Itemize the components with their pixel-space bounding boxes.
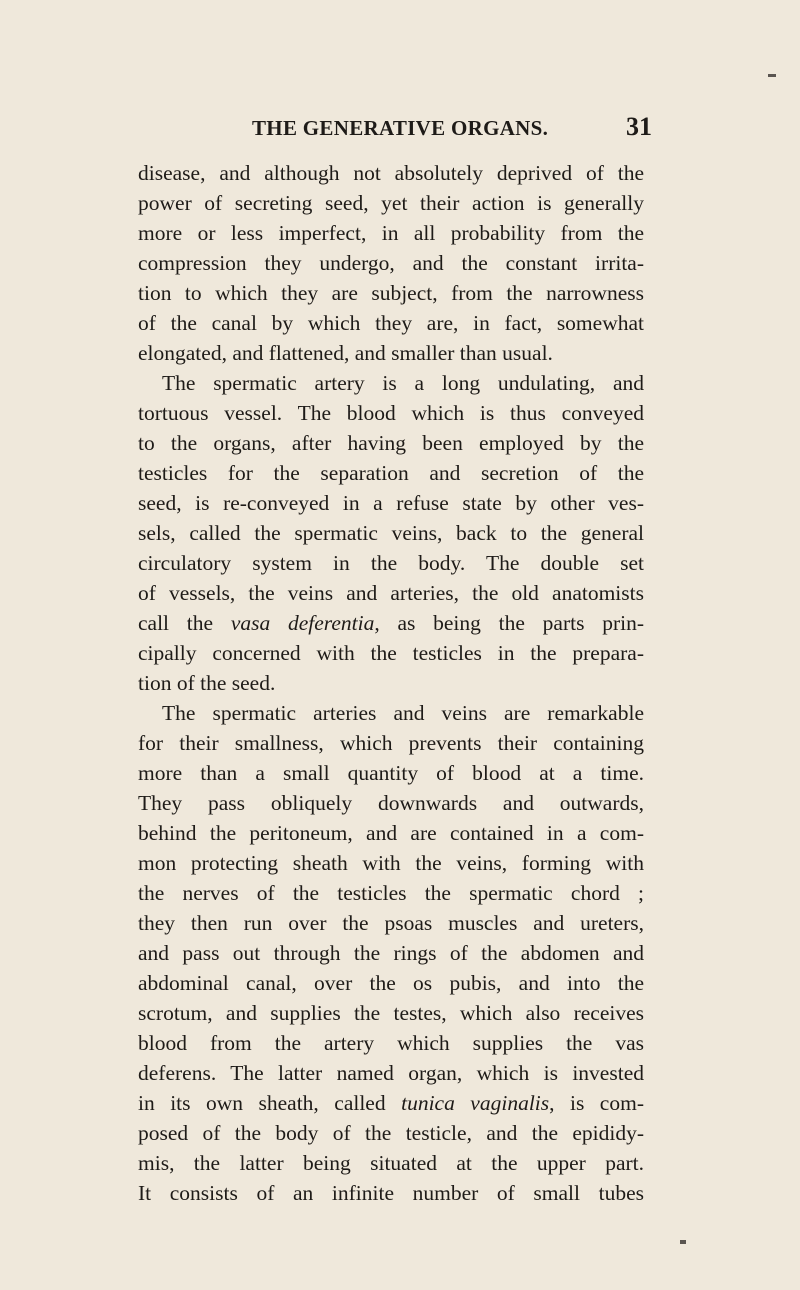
paragraph-start-line: The spermatic artery is a long undulating, and [162,371,644,395]
text-fragment: , as being the parts prin- [374,611,644,635]
text-line: cipally concerned with the testicles in the prepara- [138,641,644,665]
print-speck-bottom [680,1240,686,1244]
text-line: It consists of an infinite number of small tubes [138,1181,644,1205]
italic-term: vasa deferentia [230,611,375,635]
text-line: mon protecting sheath with the veins, forming with [138,851,644,875]
print-speck-top [768,74,776,77]
text-line: behind the peritoneum, and are contained in a com- [138,821,644,845]
text-line: for their smallness, which prevents their containing [138,731,644,755]
text-line: they then run over the psoas muscles and ureters, [138,911,644,935]
text-line: circulatory system in the body. The double set [138,551,644,575]
text-line: of vessels, the veins and arteries, the old anatomists [138,581,644,605]
text-line: disease, and although not absolutely deprived of the [138,161,644,185]
text-line: tion of the seed. [138,671,276,695]
text-fragment: in its own sheath, called [138,1091,386,1115]
text-line: seed, is re-conveyed in a refuse state by other ves- [138,491,644,515]
text-line: deferens. The latter named organ, which is invested [138,1061,644,1085]
text-line-with-italic [138,608,644,638]
page-number: 31 [626,112,652,141]
text-line: elongated, and flattened, and smaller than usual. [138,341,553,365]
text-line: tion to which they are subject, from the narrowness [138,281,644,305]
text-line: more or less imperfect, in all probability from the [138,221,644,245]
text-line: more than a small quantity of blood at a time. [138,761,644,785]
text-line: They pass obliquely downwards and outwards, [138,791,644,815]
text-line: mis, the latter being situated at the upper part. [138,1151,644,1175]
text-line: the nerves of the testicles the spermatic chord ; [138,881,644,905]
paragraph-start-line: The spermatic arteries and veins are remarkable [162,701,644,725]
text-line: power of secreting seed, yet their action is generally [138,191,644,215]
text-line: tortuous vessel. The blood which is thus conveyed [138,401,644,425]
text-line: to the organs, after having been employed by the [138,431,644,455]
text-fragment: call the [138,611,214,635]
text-line: and pass out through the rings of the abdomen and [138,941,644,965]
text-line: of the canal by which they are, in fact, somewhat [138,311,644,335]
text-line: abdominal canal, over the os pubis, and into the [138,971,644,995]
page-header [0,112,800,146]
text-line: sels, called the spermatic veins, back to the general [138,521,644,545]
text-line: blood from the artery which supplies the vas [138,1031,644,1055]
text-line: compression they undergo, and the constant irrita- [138,251,644,275]
italic-term: tunica vaginalis [401,1091,550,1115]
text-line: posed of the body of the testicle, and the epididy- [138,1121,644,1145]
body-text [138,158,644,1208]
text-line: scrotum, and supplies the testes, which also receives [138,1001,644,1025]
text-fragment: , is com- [549,1091,644,1115]
text-line-with-italic [138,1088,644,1118]
running-head: THE GENERATIVE ORGANS. [252,116,549,140]
text-line: testicles for the separation and secretion of the [138,461,644,485]
